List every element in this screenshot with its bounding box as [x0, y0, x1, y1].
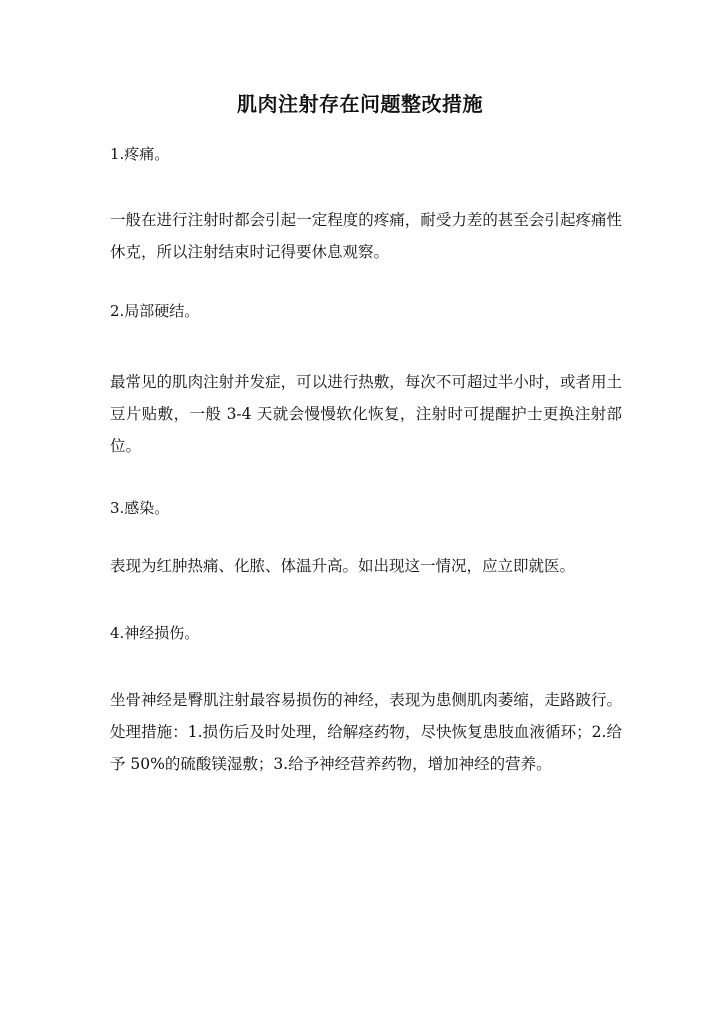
section-text-nerve-injury: 坐骨神经是臀肌注射最容易损伤的神经，表现为患侧肌肉萎缩，走路跛行。处理措施：1.损伤后及时处理，给解痉药物，尽快恢复患肢血液循环；2.给予 50%的硫酸镁湿敷；3.给予神经营养药物，增加神经的营养。 — [110, 691, 622, 773]
section-heading-infection: 3.感染。 — [110, 499, 170, 517]
section-text-infection: 表现为红肿热痛、化脓、体温升高。如出现这一情况，应立即就医。 — [110, 557, 576, 575]
document-title: 肌肉注射存在问题整改措施 — [237, 92, 483, 116]
section-text-induration: 最常见的肌肉注射并发症，可以进行热敷，每次不可超过半小时，或者用土豆片贴敷，一般 3-4 天就会慢慢软化恢复，注射时可提醒护士更换注射部位。 — [110, 373, 622, 455]
section-heading-induration: 2.局部硬结。 — [110, 302, 200, 320]
section-text-pain: 一般在进行注射时都会引起一定程度的疼痛，耐受力差的甚至会引起疼痛性休克，所以注射结束时记得要休息观察。 — [110, 211, 622, 261]
section-heading-pain: 1.疼痛。 — [110, 145, 170, 163]
section-heading-nerve-injury: 4.神经损伤。 — [110, 624, 200, 642]
